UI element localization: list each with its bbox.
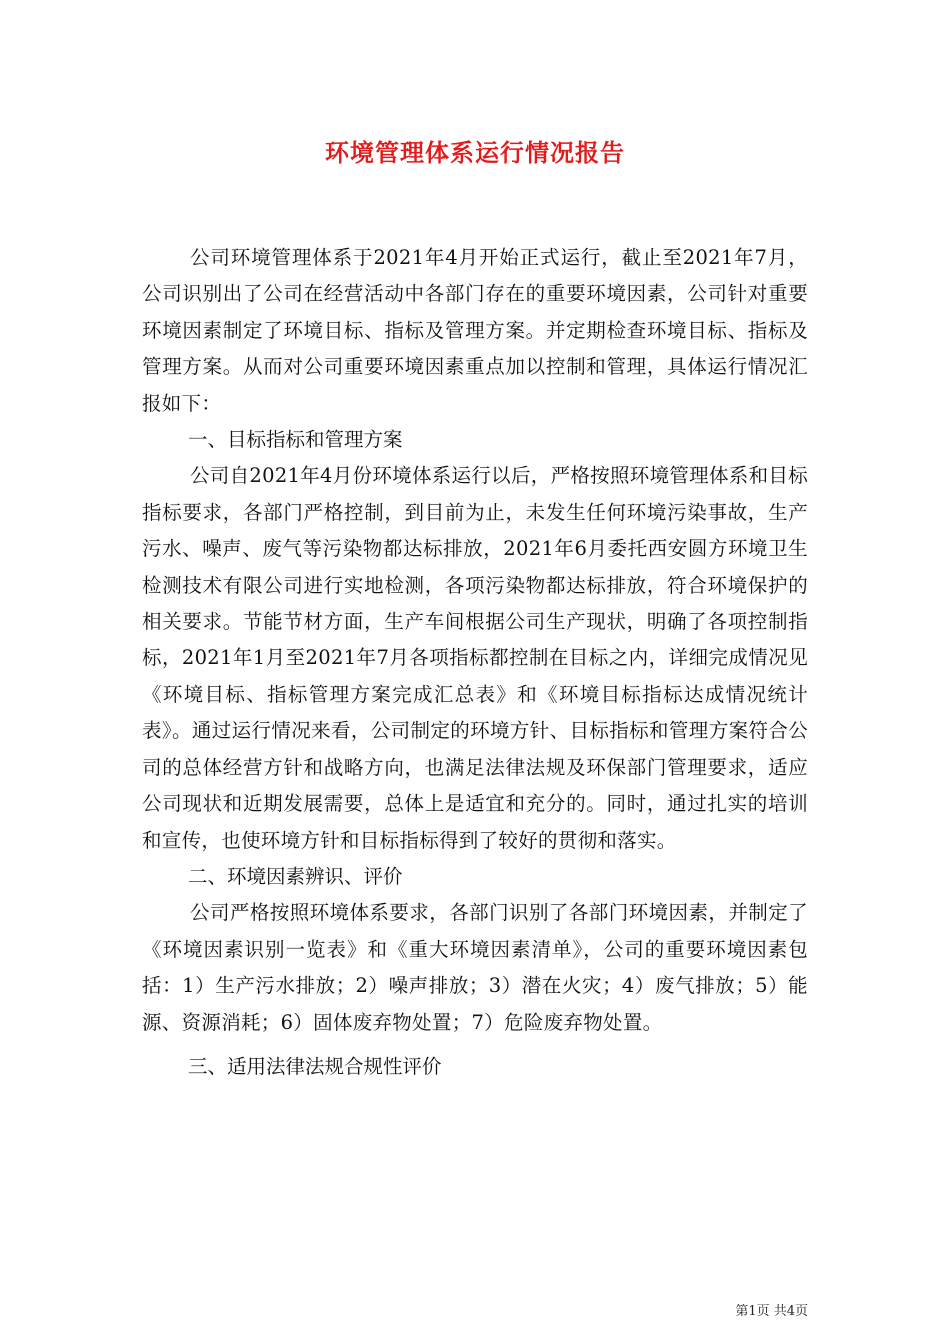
section-heading-1: 一、目标指标和管理方案 <box>188 428 403 452</box>
document-title: 环境管理体系运行情况报告 <box>325 139 625 167</box>
section-heading-3: 三、适用法律法规合规性评价 <box>188 1054 442 1078</box>
spacer <box>142 1041 808 1049</box>
section-heading-2: 二、环境因素辨识、评价 <box>188 864 403 888</box>
section-1-paragraph: 公司自2021年4月份环境体系运行以后，严格按照环境管理体系和目标指标要求，各部门严格控制，到目前为止，未发生任何环境污染事故，生产污水、噪声、废气等污染物都达标排放，2021年6月委托西安圆方环境卫生检测技术有限公司进行实地检测，各项污染物都达标排放，符合环境保护的相关要求。节能节材方面，生产车间根据公司生产现状，明确了各项控制指标，2021年1月至2021年7月各项指标都控制在目标之内，详细完成情况见《环境目标、指标管理方案完成汇总表》和《环境目标指标达成情况统计表》。通过运行情况来看，公司制定的环境方针、目标指标和管理方案符合公司的总体经营方针和战略方向，也满足法律法规及环保部门管理要求，适应公司现状和近期发展需要，总体上是适宜和充分的。同时，通过扎实的培训和宣传，也使环境方针和目标指标得到了较好的贯彻和落实。 <box>142 464 808 852</box>
intro-paragraph: 公司环境管理体系于2021年4月开始正式运行，截止至2021年7月，公司识别出了公司在经营活动中各部门存在的重要环境因素，公司针对重要环境因素制定了环境目标、指标及管理方案。并定期检查环境目标、指标及管理方案。从而对公司重要环境因素重点加以控制和管理，具体运行情况汇报如下： <box>142 246 808 415</box>
document-body <box>142 240 808 1085</box>
page-number: 第1页 共4页 <box>735 1304 808 1319</box>
section-2-paragraph: 公司严格按照环境体系要求，各部门识别了各部门环境因素，并制定了《环境因素识别一览表》和《重大环境因素清单》，公司的重要环境因素包括：1）生产污水排放；2）噪声排放；3）潜在火灾；4）废气排放；5）能源、资源消耗；6）固体废弃物处置；7）危险废弃物处置。 <box>142 901 808 1034</box>
